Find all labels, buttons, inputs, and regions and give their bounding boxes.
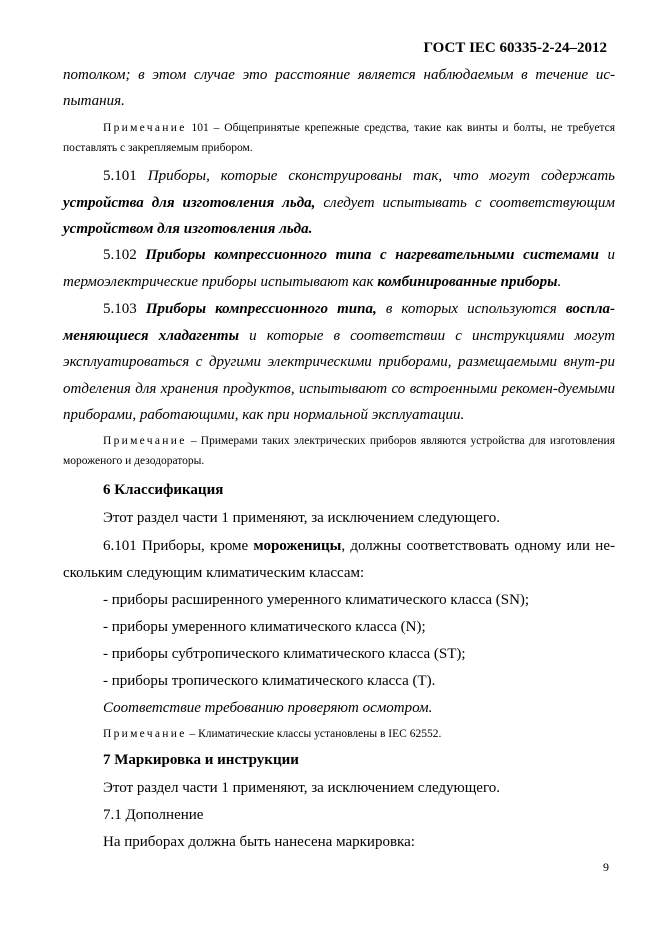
clause-text: следует испытывать с соответствующим: [315, 194, 616, 211]
defined-term: устройства для изготовления льда,: [63, 194, 316, 211]
note-text: – Климатические классы установлены в IEC 62552.: [186, 728, 442, 740]
clause-number: 5.102: [103, 247, 146, 263]
note-appliances: [63, 431, 615, 471]
defined-term: мороженицы: [253, 538, 342, 554]
defined-term: воспла-меняющиеся хладагенты: [63, 301, 616, 344]
page-number: 9: [603, 860, 609, 874]
list-item: - приборы тропического климатического класса (T).: [103, 673, 436, 689]
note-number: 101: [191, 122, 209, 134]
defined-term: Приборы компрессионного типа,: [145, 301, 377, 317]
clause-text: в которых используются: [376, 301, 566, 317]
clause-number: 5.101: [103, 168, 148, 184]
list-item: - приборы субтропического климатического класса (ST);: [103, 646, 466, 662]
document-code-header: ГОСТ IEC 60335-2-24–2012: [423, 40, 607, 56]
section-6-heading: 6 Классификация: [103, 482, 224, 498]
defined-term: комбинированные приборы: [377, 273, 558, 290]
clause-5-101: [63, 163, 615, 243]
subsection-7-1: 7.1 Дополнение: [103, 807, 204, 823]
clause-text: , должны соответствовать одному или не-скольким следующим климатическим классам:: [63, 538, 615, 581]
note-101: [63, 118, 615, 158]
note-label: Примечание: [103, 122, 187, 134]
note-climatic: [63, 724, 615, 744]
list-item: - приборы расширенного умеренного климатического класса (SN);: [103, 592, 530, 608]
note-label: Примечание: [103, 728, 187, 740]
section-7-intro: Этот раздел части 1 применяют, за исключением следующего.: [103, 780, 500, 796]
clause-text: Приборы, которые сконструированы так, что могут содержать: [147, 168, 615, 184]
clause-text: и термоэлектрические приборы испытывают как: [63, 247, 615, 290]
list-item: - приборы умеренного климатического класса (N);: [103, 619, 426, 635]
clause-text: и которые в соответствии с инструкциями могут эксплуатироваться с другими электрическими приборами, размещаемыми внут-ри отделения для хранения продуктов, испытывают со встроенными рекомен-дуемыми приборами, работающими, как при нормальной эксплуатации.: [63, 327, 615, 423]
clause-5-102: [63, 242, 615, 295]
note-label: Примечание: [103, 435, 187, 447]
note-text: – Общепринятые крепежные средства, такие как винты и болты, не требуется поставлять с закрепляемым прибором.: [63, 122, 615, 154]
continuation-line-2: пытания.: [63, 93, 125, 109]
clause-text: .: [557, 273, 562, 290]
defined-term: Приборы компрессионного типа с нагревательными системами: [145, 247, 599, 263]
compliance-statement: Соответствие требованию проверяют осмотром.: [103, 700, 433, 716]
continuation-line-1: потолком; в этом случае это расстояние является наблюдаемым в течение ис-: [63, 67, 615, 83]
section-7-heading: 7 Маркировка и инструкции: [103, 752, 299, 768]
note-text: – Примерами таких электрических приборов являются устройства для изготовления мороженого и дезодораторы.: [63, 435, 615, 467]
section-6-intro: Этот раздел части 1 применяют, за исключением следующего.: [103, 510, 500, 526]
clause-5-103: [63, 296, 615, 429]
defined-term: устройством для изготовления льда.: [63, 221, 313, 237]
clause-number: 5.103: [103, 301, 146, 317]
clause-6-101: [63, 533, 615, 586]
marking-statement: На приборах должна быть нанесена маркировка:: [103, 834, 415, 850]
clause-text: 6.101 Приборы, кроме: [103, 538, 254, 554]
